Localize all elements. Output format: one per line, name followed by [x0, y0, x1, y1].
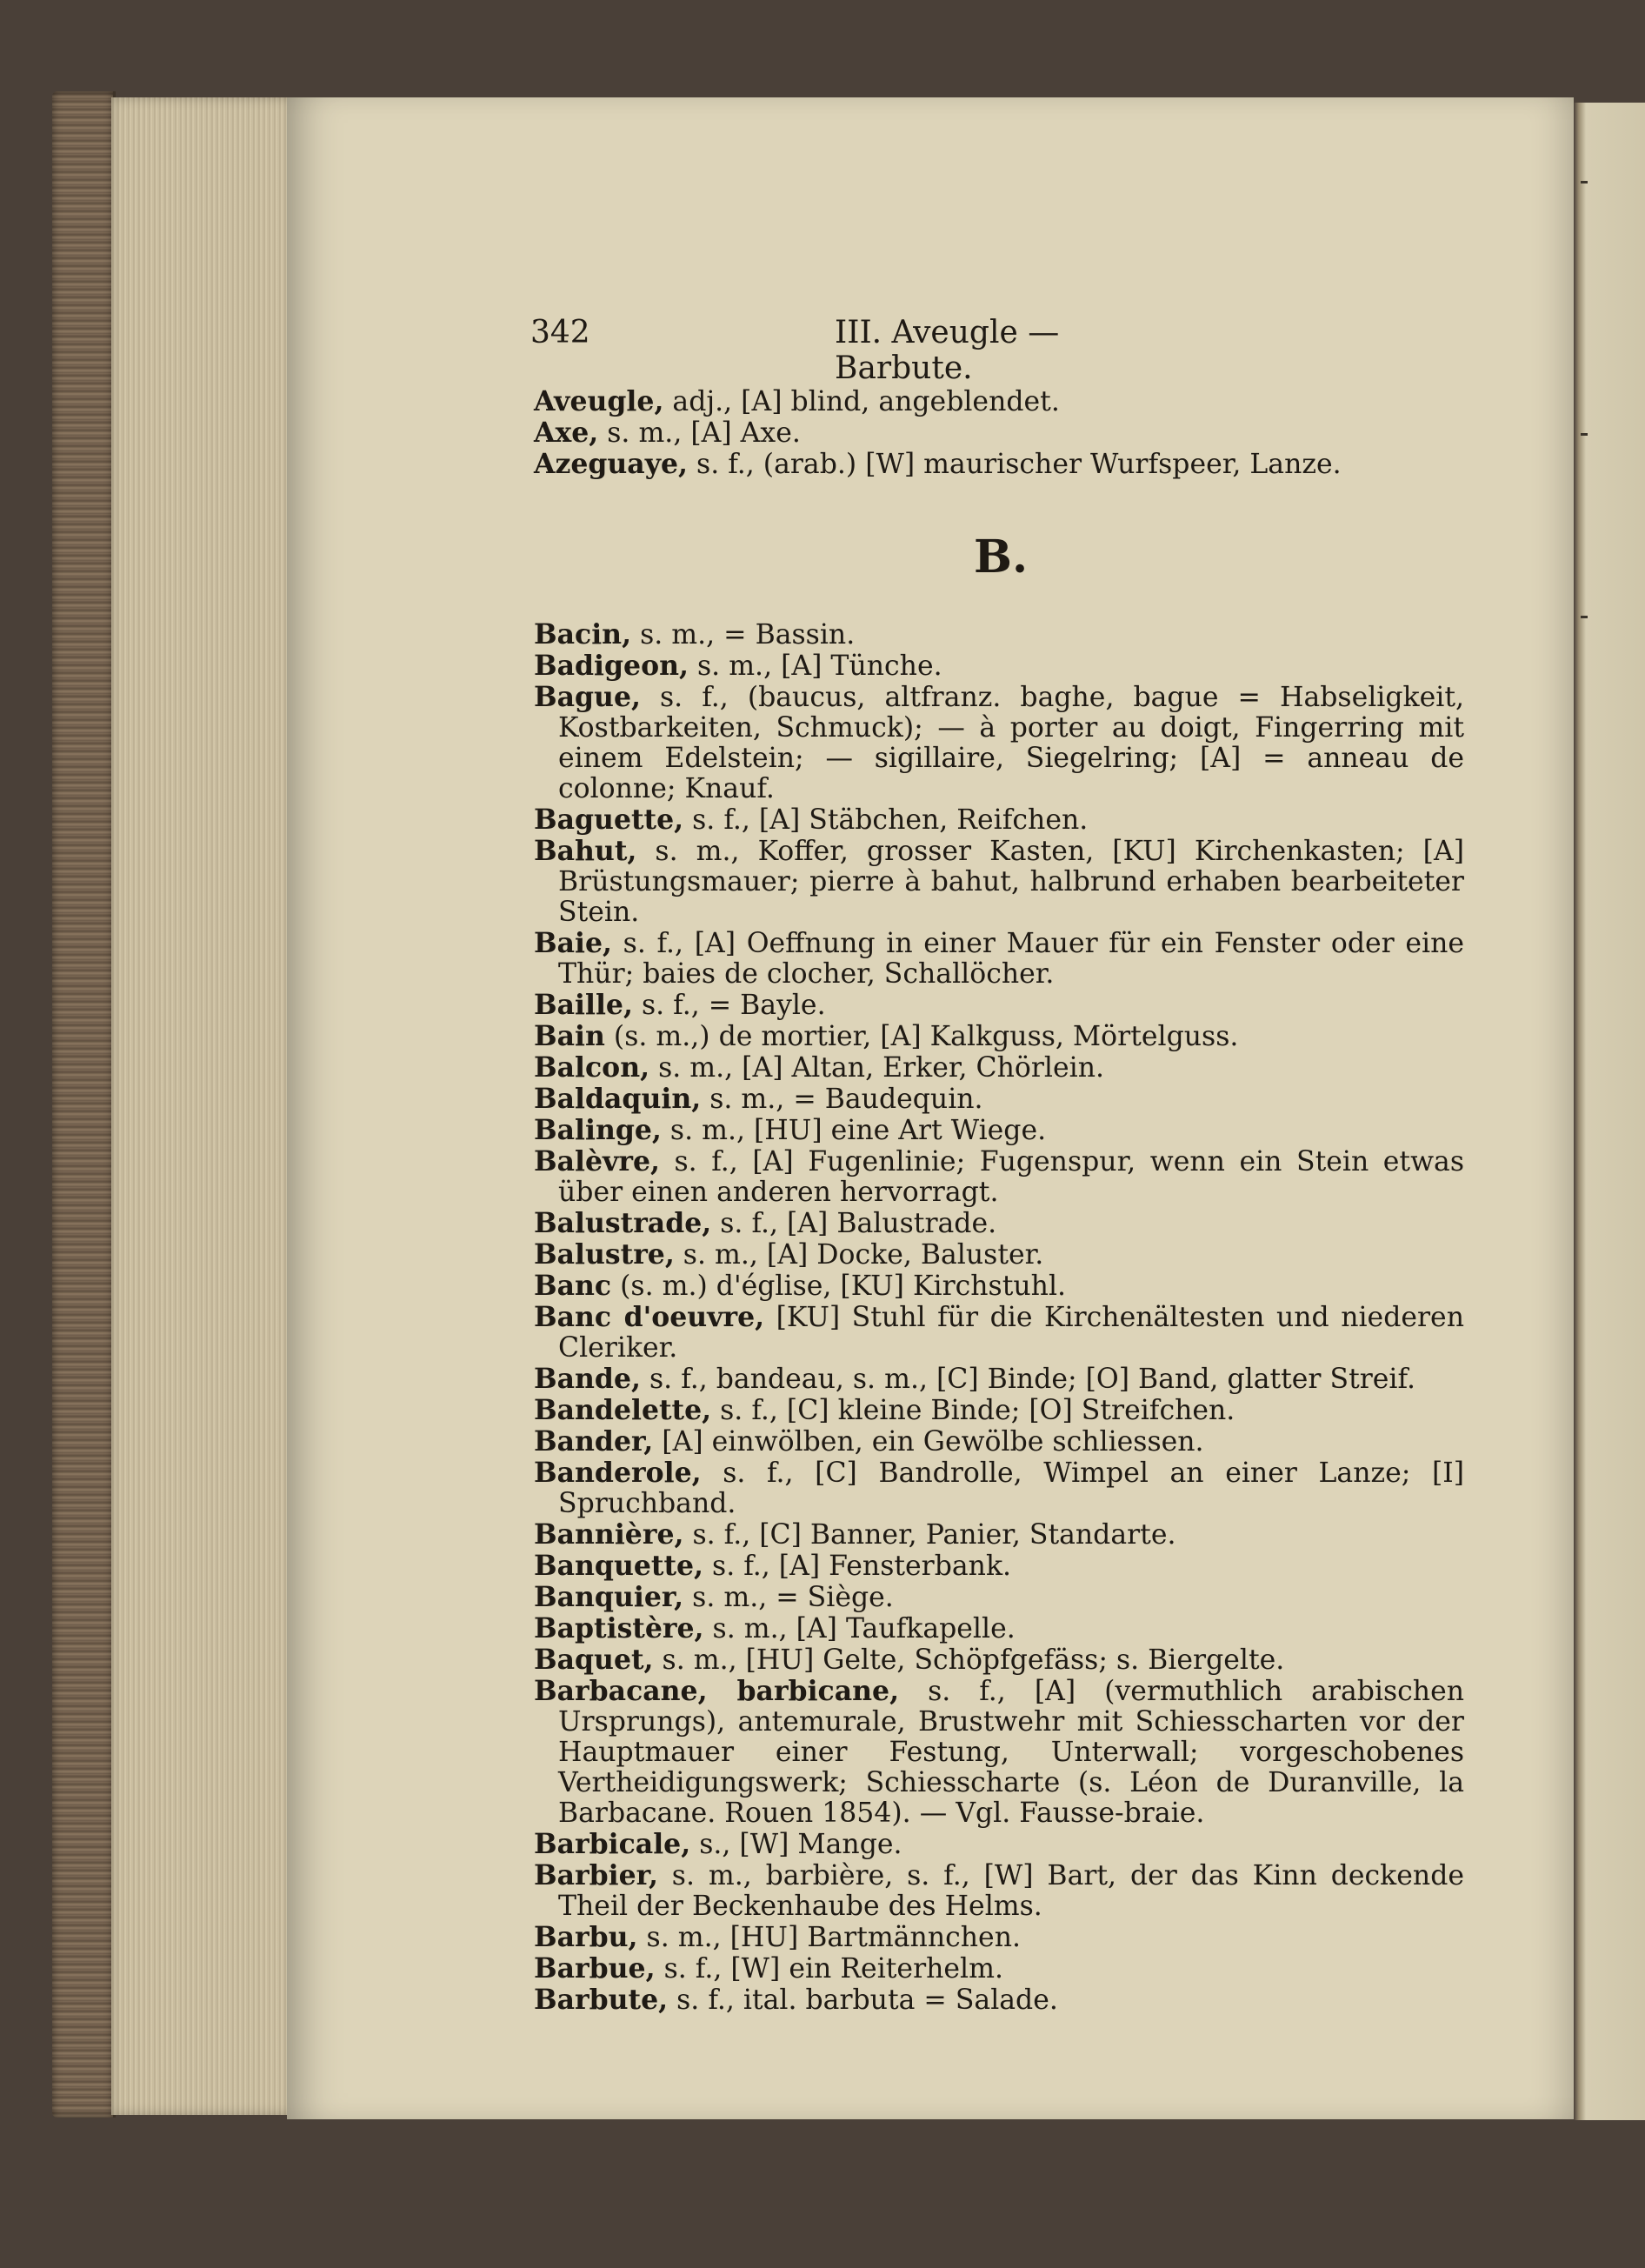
definition: s. f., [A] Fensterbank.	[703, 1551, 1012, 1582]
dictionary-entry	[534, 1644, 1464, 1676]
headword: Bandelette,	[534, 1394, 712, 1426]
dictionary-entry	[534, 1364, 1464, 1395]
definition: s. f., [C] Bandrolle, Wimpel an einer Lanze; [I] Spruchband.	[558, 1458, 1464, 1519]
definition: s. f., (baucus, altfranz. baghe, bague = Habseligkeit, Kostbarkeiten, Schmuck); — à porter au doigt, Fingerring mit einem Edelstein; — sigillaire, Siegelring; [A] = anneau de colonne; Knauf.	[558, 682, 1464, 804]
dictionary-entry	[534, 1021, 1464, 1052]
dictionary-entry	[534, 1860, 1464, 1922]
headword: Balcon,	[534, 1051, 650, 1084]
dictionary-entry	[534, 1953, 1464, 1984]
dictionary-entry	[534, 928, 1464, 990]
definition: s. m., = Siège.	[683, 1582, 894, 1613]
dictionary-entry	[534, 1519, 1464, 1551]
definition: s. m., barbière, s. f., [W] Bart, der das Kinn deckende Theil der Beckenhaube des Helms.	[558, 1860, 1464, 1922]
dictionary-entry	[534, 1271, 1464, 1302]
dictionary-entry	[534, 1922, 1464, 1953]
headword: Banc	[534, 1270, 612, 1302]
headword: Barbier,	[534, 1859, 658, 1891]
dictionary-entry	[534, 1551, 1464, 1582]
definition: s. m., [A] Axe.	[598, 417, 801, 449]
headword: Aveugle,	[534, 385, 664, 417]
dictionary-entry	[534, 449, 1464, 480]
dictionary-entry	[534, 1208, 1464, 1239]
dictionary-entry	[534, 1084, 1464, 1115]
book-spine	[52, 91, 116, 2118]
headword: Bahut,	[534, 835, 637, 867]
dictionary-entry	[534, 619, 1464, 650]
definition: s. f., [A] Balustrade.	[711, 1208, 997, 1239]
headword: Barbute,	[534, 1984, 669, 2016]
dictionary-entry	[534, 804, 1464, 836]
definition: s. m., = Baudequin.	[701, 1084, 983, 1115]
definition: s. f., ital. barbuta = Salade.	[668, 1984, 1058, 2016]
running-title: III. Aveugle — Barbute.	[835, 315, 1060, 386]
headword: Axe,	[534, 417, 599, 449]
definition: s. f., [A] Oeffnung in einer Mauer für ein Fenster oder eine Thür; baies de clocher, Schallöcher.	[558, 928, 1464, 990]
headword: Barbacane, barbicane,	[534, 1675, 900, 1707]
headword: Baie,	[534, 927, 613, 959]
entries-a	[534, 386, 1464, 480]
headword: Bague,	[534, 681, 641, 713]
definition: [KU] Stuhl für die Kirchenältesten und niederen Cleriker.	[558, 1302, 1464, 1364]
dictionary-entry	[534, 1676, 1464, 1829]
definition: s., [W] Mange.	[690, 1829, 902, 1860]
headword: Bannière,	[534, 1518, 684, 1551]
definition: (s. m.) d'église, [KU] Kirchstuhl.	[611, 1271, 1067, 1302]
dictionary-entry	[534, 386, 1464, 417]
headword: Balustre,	[534, 1238, 675, 1271]
dictionary-entry	[534, 1302, 1464, 1364]
headword: Bande,	[534, 1363, 641, 1395]
headword: Balèvre,	[534, 1145, 660, 1177]
definition: s. m., [A] Tünche.	[688, 650, 942, 682]
dictionary-entry	[534, 1613, 1464, 1644]
dictionary-entry	[534, 1239, 1464, 1271]
next-page-edge	[1574, 103, 1645, 2120]
headword: Banquette,	[534, 1550, 704, 1582]
headword: Banderole,	[534, 1457, 702, 1489]
headword: Bander,	[534, 1425, 654, 1458]
definition: s. m., [A] Docke, Baluster.	[674, 1239, 1044, 1271]
definition: s. f., [C] kleine Binde; [O] Streifchen.	[711, 1395, 1235, 1426]
running-header	[530, 315, 1174, 386]
headword: Banc d'oeuvre,	[534, 1301, 765, 1333]
definition: s. f., [A] Fugenlinie; Fugenspur, wenn ein Stein etwas über einen anderen hervorragt.	[558, 1146, 1464, 1208]
dictionary-entry	[534, 1426, 1464, 1458]
headword: Banquier,	[534, 1581, 684, 1613]
dictionary-entry	[534, 417, 1464, 449]
entries-b	[534, 619, 1464, 2016]
dictionary-entry	[534, 1984, 1464, 2016]
definition: s. f., [C] Banner, Panier, Standarte.	[683, 1519, 1176, 1551]
headword: Balustrade,	[534, 1207, 712, 1239]
headword: Bacin,	[534, 618, 632, 650]
headword: Balinge,	[534, 1114, 662, 1146]
definition: s. f., bandeau, s. m., [C] Binde; [O] Band, glatter Streif.	[640, 1364, 1416, 1395]
headword: Baguette,	[534, 804, 684, 836]
dictionary-entry	[534, 1146, 1464, 1208]
headword: Baquet,	[534, 1644, 654, 1676]
definition: adj., [A] blind, angeblendet.	[663, 386, 1060, 417]
headword: Azeguaye,	[534, 448, 689, 480]
dictionary-entry	[534, 990, 1464, 1021]
definition: s. f., [W] ein Reiterhelm.	[655, 1953, 1004, 1984]
headword: Barbu,	[534, 1921, 638, 1953]
definition: [A] einwölben, ein Gewölbe schliessen.	[653, 1426, 1204, 1458]
page-number: 342	[530, 315, 590, 350]
definition: s. m., [HU] Bartmännchen.	[637, 1922, 1021, 1953]
dictionary-entry	[534, 1458, 1464, 1519]
definition: s. f., = Bayle.	[632, 990, 826, 1021]
dictionary-entry	[534, 1829, 1464, 1860]
definition: s. m., [A] Altan, Erker, Chörlein.	[649, 1052, 1104, 1084]
dictionary-entry	[534, 650, 1464, 682]
headword: Barbicale,	[534, 1828, 691, 1860]
headword: Badigeon,	[534, 650, 689, 682]
definition: s. m., [HU] eine Art Wiege.	[661, 1115, 1047, 1146]
definition: s. f., (arab.) [W] maurischer Wurfspeer, Lanze.	[688, 449, 1342, 480]
dictionary-entry	[534, 1395, 1464, 1426]
dictionary-entry	[534, 682, 1464, 804]
headword: Barbue,	[534, 1952, 656, 1984]
dictionary-entry	[534, 836, 1464, 928]
dictionary-entry	[534, 1052, 1464, 1084]
section-letter: B.	[974, 530, 1029, 584]
definition: s. f., [A] Stäbchen, Reifchen.	[683, 804, 1089, 836]
page-edges	[111, 97, 294, 2115]
definition: s. m., = Bassin.	[631, 619, 856, 650]
definition: (s. m.,) de mortier, [A] Kalkguss, Mörtelguss.	[604, 1021, 1239, 1052]
definition: s. m., Koffer, grosser Kasten, [KU] Kirchenkasten; [A] Brüstungsmauer; pierre à bahut, halbrund erhaben bearbeiteter Stein.	[558, 836, 1464, 928]
definition: s. f., [A] (vermuthlich arabischen Ursprungs), antemurale, Brustwehr mit Schiesscharten vor der Hauptmauer einer Festung, Unterwall; vorgeschobenes Vertheidigungswerk; Schiesscharte (s. Léon de Duranville, la Barbacane. Rouen 1854). — Vgl. Fausse-braie.	[558, 1676, 1465, 1829]
headword: Baldaquin,	[534, 1083, 702, 1115]
headword: Bain	[534, 1020, 605, 1052]
dictionary-entry	[534, 1115, 1464, 1146]
definition: s. m., [A] Taufkapelle.	[703, 1613, 1016, 1644]
definition: s. m., [HU] Gelte, Schöpfgefäss; s. Biergelte.	[653, 1644, 1285, 1676]
headword: Baptistère,	[534, 1612, 704, 1644]
headword: Baille,	[534, 989, 633, 1021]
dictionary-entry	[534, 1582, 1464, 1613]
